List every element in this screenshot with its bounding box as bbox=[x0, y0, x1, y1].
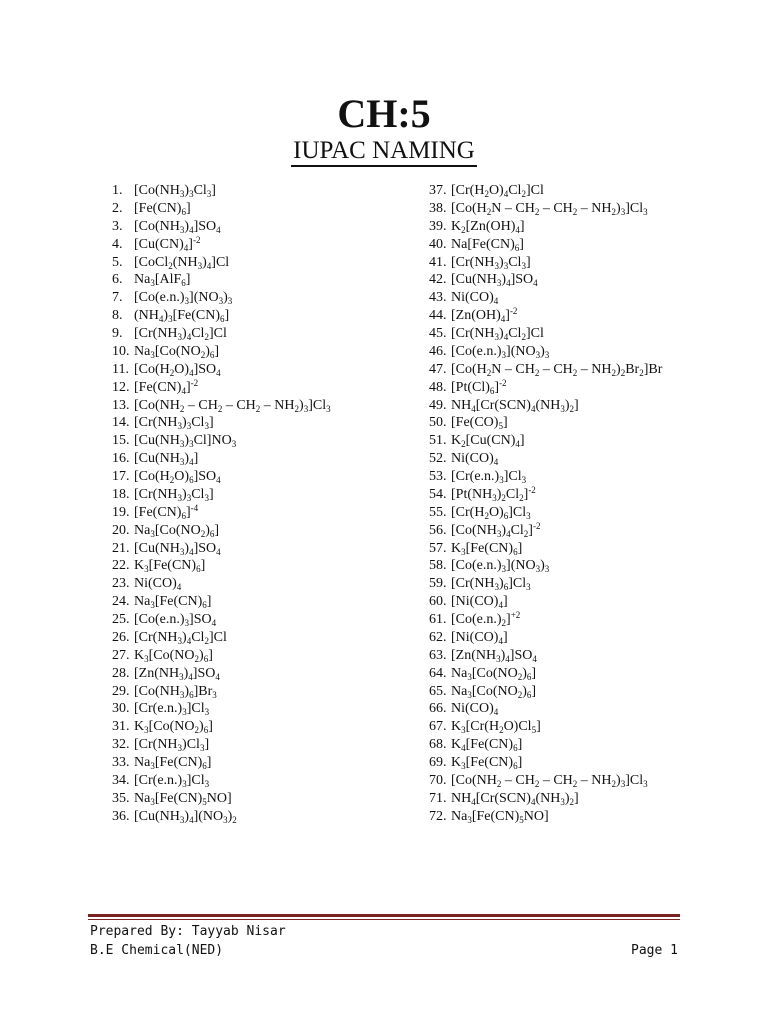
item-number: 70. bbox=[429, 772, 447, 788]
item-formula: $[Ni(CO)_4]$ bbox=[451, 629, 508, 646]
item-formula: $Ni(CO)_4$ bbox=[134, 576, 182, 593]
list-item bbox=[112, 700, 331, 718]
list-item bbox=[429, 379, 662, 397]
item-number: 51. bbox=[429, 433, 447, 449]
item-number: 5. bbox=[112, 254, 123, 270]
item-number: 23. bbox=[112, 576, 130, 592]
list-item bbox=[429, 432, 662, 450]
list-item bbox=[112, 325, 331, 343]
item-number: 8. bbox=[112, 308, 123, 324]
item-formula: $[Cu(NH_3)_4]$ bbox=[134, 451, 199, 468]
list-item bbox=[112, 200, 331, 218]
list-item bbox=[112, 397, 331, 415]
item-formula: $[Cr(NH_3)_4Cl_2]Cl$ bbox=[134, 629, 227, 646]
item-number: 61. bbox=[429, 612, 447, 627]
item-formula: $[Cu(NH_3)_4]SO_4$ bbox=[451, 272, 538, 289]
item-number: 44. bbox=[429, 308, 447, 324]
item-formula: $K_3[Co(NO_2)_6]$ bbox=[134, 647, 213, 664]
list-item bbox=[112, 468, 331, 486]
item-number: 12. bbox=[112, 379, 130, 395]
list-item bbox=[112, 504, 331, 522]
item-number: 43. bbox=[429, 290, 447, 306]
item-number: 62. bbox=[429, 629, 447, 645]
list-item bbox=[429, 343, 662, 361]
item-number: 20. bbox=[112, 522, 130, 538]
item-formula: $[Cr(NH_3)Cl_3]$ bbox=[134, 737, 210, 754]
item-number: 60. bbox=[429, 594, 447, 610]
list-item bbox=[429, 307, 662, 325]
item-formula: $[Ni(CO)_4]$ bbox=[451, 594, 508, 611]
item-formula: $NH_4[Cr(SCN)_4(NH_3)_2]$ bbox=[451, 790, 579, 807]
item-number: 72. bbox=[429, 808, 447, 824]
item-formula: $[Cr(e.n.)_3]Cl_3$ bbox=[134, 772, 210, 789]
item-formula: $[Fe(CN)_6]^{-4}$ bbox=[134, 502, 199, 521]
item-formula: $[Cu(CN)_4]^{-2}$ bbox=[134, 234, 201, 253]
item-formula: $Na_3[Fe(CN)_6]$ bbox=[134, 594, 212, 611]
item-number: 18. bbox=[112, 486, 130, 502]
item-number: 39. bbox=[429, 218, 447, 234]
item-number: 26. bbox=[112, 629, 130, 645]
item-formula: $K_3[Fe(CN)_6]$ bbox=[451, 540, 523, 557]
list-item bbox=[429, 504, 662, 522]
item-formula: $[Cu(NH_3)_4]SO_4$ bbox=[134, 540, 221, 557]
item-formula: $[Zn(NH_3)_4]SO_4$ bbox=[134, 665, 220, 682]
list-item bbox=[429, 325, 662, 343]
item-number: 30. bbox=[112, 701, 130, 717]
item-number: 49. bbox=[429, 397, 447, 413]
list-item bbox=[112, 414, 331, 432]
item-number: 7. bbox=[112, 290, 123, 306]
list-item bbox=[429, 683, 662, 701]
item-number: 32. bbox=[112, 737, 130, 753]
item-formula: $Na_3[Co(NO_2)_6]$ bbox=[134, 522, 220, 539]
item-formula: $[Cr(NH_3)_6]Cl_3$ bbox=[451, 576, 531, 593]
item-formula: $Ni(CO)_4$ bbox=[451, 451, 499, 468]
item-number: 24. bbox=[112, 594, 130, 610]
list-item bbox=[112, 557, 331, 575]
item-formula: $K_2[Zn(OH)_4]$ bbox=[451, 218, 525, 235]
footer-author: Prepared By: Tayyab Nisar bbox=[90, 924, 286, 939]
item-number: 15. bbox=[112, 433, 130, 449]
item-number: 40. bbox=[429, 236, 447, 252]
item-number: 66. bbox=[429, 701, 447, 717]
page-number: Page 1 bbox=[631, 943, 678, 958]
item-number: 38. bbox=[429, 200, 447, 216]
item-number: 11. bbox=[112, 361, 129, 377]
list-item bbox=[429, 397, 662, 415]
list-item bbox=[112, 254, 331, 272]
list-item bbox=[429, 575, 662, 593]
list-item bbox=[112, 611, 331, 629]
list-item bbox=[429, 665, 662, 683]
item-number: 56. bbox=[429, 522, 447, 538]
item-number: 33. bbox=[112, 755, 130, 770]
item-number: 16. bbox=[112, 451, 130, 467]
item-formula: $[CoCl_2(NH_3)_4]Cl$ bbox=[134, 254, 230, 271]
item-number: 3. bbox=[112, 218, 123, 234]
list-item bbox=[429, 271, 662, 289]
formula-list-right bbox=[429, 182, 662, 826]
item-number: 67. bbox=[429, 719, 447, 735]
list-item bbox=[429, 468, 662, 486]
item-number: 69. bbox=[429, 755, 447, 770]
item-formula: $Na_3[Fe(CN)_5NO]$ bbox=[134, 790, 232, 807]
footer-rule-thin bbox=[88, 919, 680, 920]
item-formula: $K_3[Cr(H_2O)Cl_5]$ bbox=[451, 719, 541, 736]
item-formula: $Ni(CO)_4$ bbox=[451, 701, 499, 718]
item-number: 31. bbox=[112, 719, 130, 735]
item-formula: $[Pt(Cl)_6]^{-2}$ bbox=[451, 377, 507, 396]
item-formula: $[Fe(CN)_6]$ bbox=[134, 200, 191, 217]
item-formula: $[Co(H_2N - CH_2 - CH_2 - NH_2)_3]Cl_3$ bbox=[451, 200, 648, 217]
item-formula: $[Co(H_2N - CH_2 - CH_2 - NH_2)_2Br_2]Br$ bbox=[451, 361, 663, 378]
item-formula: $[Cr(NH_3)_3Cl_3]$ bbox=[451, 254, 531, 271]
item-number: 14. bbox=[112, 415, 130, 431]
item-number: 21. bbox=[112, 540, 130, 556]
item-number: 47. bbox=[429, 361, 447, 377]
page-title: CH:5 bbox=[337, 91, 431, 136]
list-item bbox=[112, 271, 331, 289]
list-item bbox=[112, 218, 331, 236]
item-number: 46. bbox=[429, 343, 447, 359]
list-item bbox=[429, 182, 662, 200]
list-item bbox=[112, 522, 331, 540]
list-item bbox=[112, 575, 331, 593]
item-formula: $[Co(NH_3)_4Cl_2]^{-2}$ bbox=[451, 520, 541, 539]
list-item bbox=[112, 647, 331, 665]
subtitle-text: IUPAC NAMING bbox=[291, 137, 477, 167]
item-number: 25. bbox=[112, 612, 130, 627]
item-formula: $[Co(NH_3)_3Cl_3]$ bbox=[134, 183, 216, 199]
item-formula: $[Co(NH_3)_4]SO_4$ bbox=[134, 218, 221, 235]
item-formula: $K_3[Fe(CN)_6]$ bbox=[451, 755, 523, 771]
item-formula: $[Co(e.n.)_3](NO_3)_3$ bbox=[451, 343, 550, 360]
list-item bbox=[429, 522, 662, 540]
item-formula: $[Co(H_2O)_6]SO_4$ bbox=[134, 469, 221, 485]
list-item bbox=[112, 307, 331, 325]
item-number: 10. bbox=[112, 343, 130, 359]
item-formula: $Na_3[Co(NO_2)_6]$ bbox=[451, 683, 537, 700]
list-item bbox=[429, 611, 662, 629]
item-formula: $Na_3[Fe(CN)_5NO]$ bbox=[451, 808, 549, 825]
item-formula: $[Co(NH_2 - CH_2 - CH_2 - NH_2)_3]Cl_3$ bbox=[451, 772, 648, 789]
item-number: 71. bbox=[429, 790, 447, 806]
item-number: 22. bbox=[112, 558, 130, 574]
item-formula: $Na_3[Co(NO_2)_6]$ bbox=[134, 343, 220, 360]
list-item bbox=[112, 629, 331, 647]
list-item bbox=[112, 432, 331, 450]
list-item bbox=[112, 379, 331, 397]
item-formula: $[Zn(OH)_4]^{-2}$ bbox=[451, 306, 518, 325]
item-formula: $Ni(CO)_4$ bbox=[451, 290, 499, 307]
item-number: 57. bbox=[429, 540, 447, 556]
item-number: 48. bbox=[429, 379, 447, 395]
list-item bbox=[112, 718, 331, 736]
list-item bbox=[429, 647, 662, 665]
item-number: 41. bbox=[429, 254, 447, 270]
item-formula: $[Cu(NH_3)_4](NO_3)_2$ bbox=[134, 808, 237, 825]
list-item bbox=[429, 450, 662, 468]
list-item bbox=[112, 665, 331, 683]
item-formula: $[Cr(NH_3)_4Cl_2]Cl$ bbox=[134, 326, 227, 342]
list-item bbox=[429, 772, 662, 790]
list-item bbox=[429, 200, 662, 218]
item-formula: $[Fe(CO)_5]$ bbox=[451, 415, 508, 432]
list-item bbox=[112, 486, 331, 504]
item-number: 29. bbox=[112, 683, 130, 699]
item-formula: $[Co(NH_2 - CH_2 - CH_2 - NH_2)_3]Cl_3$ bbox=[134, 397, 331, 414]
list-item bbox=[112, 772, 331, 790]
item-formula: $[Zn(NH_3)_4]SO_4$ bbox=[451, 647, 537, 664]
item-formula: $Na_3[Co(NO_2)_6]$ bbox=[451, 665, 537, 682]
list-item bbox=[429, 218, 662, 236]
item-formula: $[Fe(CN)_4]^{-2}$ bbox=[134, 377, 199, 396]
item-formula: $[Co(NH_3)_6]Br_3$ bbox=[134, 683, 217, 700]
list-item bbox=[112, 182, 331, 200]
item-number: 9. bbox=[112, 326, 123, 341]
item-formula: $[Cr(e.n.)_3]Cl_3$ bbox=[451, 469, 527, 485]
item-formula: $[Cu(NH_3)_3Cl]NO_3$ bbox=[134, 433, 237, 450]
item-formula: $K_3[Fe(CN)_6]$ bbox=[134, 558, 206, 575]
list-item bbox=[429, 540, 662, 558]
item-formula: $Na_3[AlF_6]$ bbox=[134, 272, 191, 289]
item-formula: $[Cr(NH_3)_3Cl_3]$ bbox=[134, 486, 214, 503]
item-formula: $[Cr(NH_3)_4Cl_2]Cl$ bbox=[451, 326, 544, 342]
item-number: 53. bbox=[429, 469, 447, 484]
footer-rule bbox=[88, 914, 680, 917]
list-item bbox=[429, 718, 662, 736]
list-item bbox=[112, 361, 331, 379]
list-item bbox=[112, 790, 331, 808]
item-number: 27. bbox=[112, 647, 130, 663]
list-item bbox=[429, 790, 662, 808]
item-formula: $[Co(e.n.)_3]SO_4$ bbox=[134, 612, 217, 628]
item-number: 28. bbox=[112, 665, 130, 681]
item-formula: $[Co(e.n.)_2]^{+2}$ bbox=[451, 610, 521, 628]
item-number: 13. bbox=[112, 397, 130, 413]
list-item bbox=[429, 593, 662, 611]
item-formula: $Na[Fe(CN)_6]$ bbox=[451, 236, 524, 253]
list-item bbox=[429, 557, 662, 575]
item-number: 64. bbox=[429, 665, 447, 681]
item-formula: $[Cr(NH_3)_3Cl_3]$ bbox=[134, 415, 214, 432]
item-formula: $[Co(e.n.)_3](NO_3)_3$ bbox=[134, 290, 233, 307]
item-formula: $[Cr(e.n.)_3]Cl_3$ bbox=[134, 701, 210, 718]
item-number: 65. bbox=[429, 683, 447, 699]
page-subtitle bbox=[0, 136, 768, 167]
item-number: 19. bbox=[112, 504, 130, 520]
item-number: 1. bbox=[112, 183, 123, 198]
list-item bbox=[112, 540, 331, 558]
item-number: 6. bbox=[112, 272, 123, 288]
list-item bbox=[429, 289, 662, 307]
list-item bbox=[429, 236, 662, 254]
item-number: 59. bbox=[429, 576, 447, 592]
item-number: 2. bbox=[112, 200, 123, 216]
item-formula: $[Cr(H_2O)_4Cl_2]Cl$ bbox=[451, 183, 544, 199]
list-item bbox=[429, 754, 662, 772]
item-formula: $[Pt(NH_3)_2Cl_2]^{-2}$ bbox=[451, 484, 536, 503]
list-item bbox=[429, 700, 662, 718]
formula-list-left bbox=[112, 182, 331, 826]
item-formula: $NH_4[Cr(SCN)_4(NH_3)_2]$ bbox=[451, 397, 579, 414]
item-formula: $(NH_4)_3[Fe(CN)_6]$ bbox=[134, 308, 230, 325]
footer-degree: B.E Chemical(NED) bbox=[90, 943, 224, 958]
item-formula: $K_3[Co(NO_2)_6]$ bbox=[134, 719, 213, 736]
item-number: 55. bbox=[429, 504, 447, 520]
list-item bbox=[112, 236, 331, 254]
list-item bbox=[429, 254, 662, 272]
item-number: 42. bbox=[429, 272, 447, 288]
list-item bbox=[429, 629, 662, 647]
item-number: 17. bbox=[112, 469, 130, 484]
item-formula: $[Co(e.n.)_3](NO_3)_3$ bbox=[451, 558, 550, 575]
item-number: 4. bbox=[112, 236, 123, 252]
list-item bbox=[112, 289, 331, 307]
item-number: 58. bbox=[429, 558, 447, 574]
item-formula: $[Cr(H_2O)_6]Cl_3$ bbox=[451, 504, 531, 521]
list-item bbox=[112, 683, 331, 701]
item-number: 45. bbox=[429, 326, 447, 341]
item-number: 63. bbox=[429, 647, 447, 663]
list-item bbox=[112, 450, 331, 468]
item-number: 50. bbox=[429, 415, 447, 431]
list-item bbox=[112, 808, 331, 826]
list-item bbox=[429, 414, 662, 432]
item-formula: $K_2[Cu(CN)_4]$ bbox=[451, 433, 525, 450]
item-number: 35. bbox=[112, 790, 130, 806]
list-item bbox=[429, 808, 662, 826]
list-item bbox=[112, 736, 331, 754]
list-item bbox=[429, 361, 662, 379]
list-item bbox=[112, 593, 331, 611]
list-item bbox=[112, 754, 331, 772]
list-item bbox=[429, 486, 662, 504]
item-formula: $[Co(H_2O)_4]SO_4$ bbox=[134, 361, 221, 378]
item-number: 34. bbox=[112, 772, 130, 788]
item-number: 37. bbox=[429, 183, 447, 198]
item-number: 52. bbox=[429, 451, 447, 467]
item-number: 68. bbox=[429, 737, 447, 753]
item-number: 36. bbox=[112, 808, 130, 824]
item-formula: $K_4[Fe(CN)_6]$ bbox=[451, 737, 523, 754]
list-item bbox=[112, 343, 331, 361]
item-number: 54. bbox=[429, 486, 447, 502]
item-formula: $Na_3[Fe(CN)_6]$ bbox=[134, 755, 212, 771]
list-item bbox=[429, 736, 662, 754]
